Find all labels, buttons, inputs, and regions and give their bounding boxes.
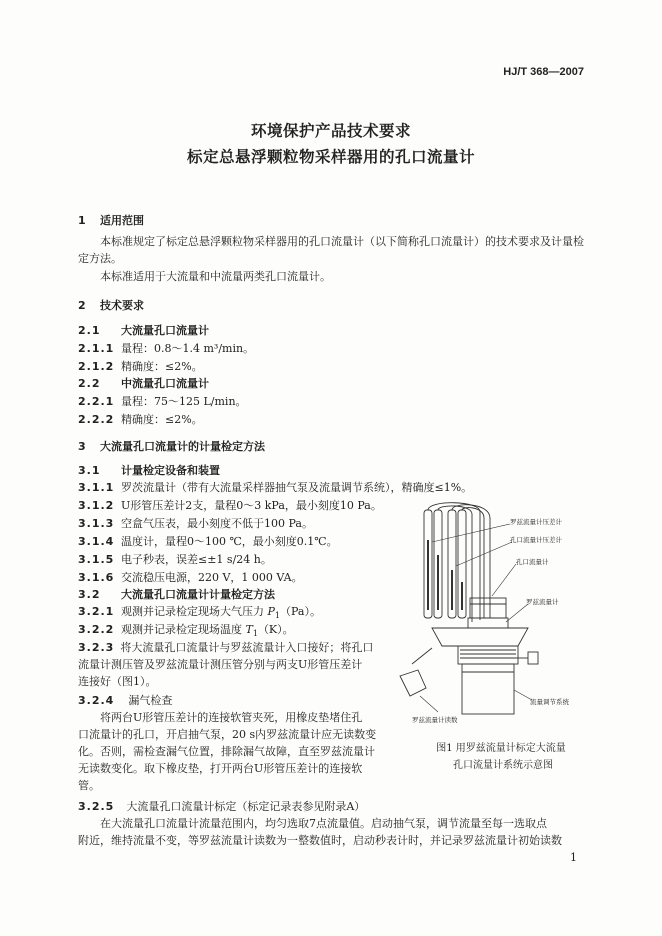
clause-2-2-2: 2.2.2 精确度：≤2%。 — [78, 413, 203, 426]
clause-2-1-1: 2.1.1 量程：0.8～1.4 m³/min。 — [78, 342, 255, 355]
document-title — [0, 118, 662, 170]
clause-3-1-6: 3.1.6 交流稳压电源，220 V，1 000 VA。 — [78, 571, 303, 584]
leader-roots-meter — [506, 604, 528, 622]
clause-2-2-1: 2.2.1 量程：75～125 L/min。 — [78, 395, 247, 408]
label-orifice-manometer: 孔口流量计压差计 — [510, 536, 562, 544]
clause-2-1-2: 2.1.2 精确度：≤2%。 — [78, 360, 203, 373]
leader-roots-reading — [420, 696, 438, 712]
clause-3-1-2: 3.1.2 U形管压差计2支，量程0～3 kPa，最小刻度10 Pa。 — [78, 499, 382, 512]
clause-3-1-3: 3.1.3 空盒气压表，最小刻度不低于100 Pa。 — [78, 517, 313, 530]
section-3-heading: 3 大流量孔口流量计的计量检定方法 — [78, 440, 265, 453]
title-line-2: 标定总悬浮颗粒物采样器用的孔口流量计 — [186, 148, 475, 166]
section-2-heading: 2 技术要求 — [78, 299, 144, 312]
clause-3-2-4: 3.2.4 漏气检查 将两台U形管压差计的连接软管夹死，用橡皮垫堵住孔 口流量计的孔口，开启抽气泵，20 s内罗兹流量计应无读数变 化。否则，需检查漏气位置，排除漏气故障，直至罗兹流量计 无读数变化。取下橡皮垫，打开两台U形管压差计的连接软 管。 — [78, 694, 377, 792]
clause-2-2: 2.2 中流量孔口流量计 — [78, 377, 209, 390]
title-line-1: 环境保护产品技术要求 — [250, 122, 411, 140]
dial-arrow — [412, 648, 432, 664]
section-1-paragraph-1: 本标准规定了标定总悬浮颗粒物采样器用的孔口流量计（以下简称孔口流量计）的技术要求及计量检定方法。 — [78, 235, 584, 265]
roots-reading-dial — [400, 670, 426, 696]
side-valve — [528, 652, 538, 664]
section-1-heading: 1 适用范围 — [78, 214, 144, 227]
label-roots-meter: 罗兹流量计 — [526, 598, 559, 606]
section-1-paragraph-2: 本标准适用于大流量和中流量两类孔口流量计。 — [100, 270, 331, 283]
clause-3-2-2: 3.2.2 观测并记录检定现场温度 $T_1(K)$。 — [78, 623, 294, 639]
label-roots-reading: 罗兹流量计读数 — [412, 716, 458, 724]
hose-2 — [438, 506, 472, 622]
clause-3-1-1: 3.1.1 罗茨流量计（带有大流量采样器抽气泵及流量调节系统），精确度≤1%。 — [78, 481, 473, 494]
roots-meter-platform — [432, 628, 528, 646]
clause-3-1-4: 3.1.4 温度计，量程0～100 ℃，最小刻度0.1℃。 — [78, 535, 338, 548]
hose-4 — [462, 508, 484, 618]
clause-3-2: 3.2 大流量孔口流量计计量检定方法 — [78, 588, 275, 601]
label-roots-manometer: 罗兹流量计压差计 — [510, 518, 562, 526]
clause-3-2-5: 3.2.5 大流量孔口流量计标定（标定记录表参见附录A） 在大流量孔口流量计流量范围内，均匀选取7点流量值。启动抽气泵，调节流量至每一选取点 附近，维持流量不变，等罗兹流量计读数为一整数值时，启动秒表计时，并记录罗兹流量计初始读数 — [78, 800, 562, 847]
roots-meter-collar — [458, 646, 518, 664]
orifice-meter-body — [470, 598, 506, 618]
figure-1-diagram — [398, 500, 588, 732]
clause-3-2-1: 3.2.1 观测并记录检定现场大气压力 $P_1(Pa)$。 — [78, 605, 321, 621]
flow-control-cylinder — [462, 664, 514, 714]
figure-1-caption: 图1 用罗兹流量计标定大流量 孔口流量计系统示意图 — [436, 743, 566, 771]
clause-3-2-3: 3.2.3 将大流量孔口流量计与罗兹流量计入口接好；将孔口 流量计测压管及罗兹流量计测压管分别与两支U形管压差计 连接好（图1）。 — [78, 641, 374, 688]
leader-roots-manometer — [432, 524, 510, 542]
clause-3-1: 3.1 计量检定设备和装置 — [78, 464, 220, 477]
page-number: 1 — [570, 851, 577, 864]
label-flow-control: 流量调节系统 — [530, 698, 569, 706]
standard-code: HJ/T 368—2007 — [503, 66, 584, 78]
clause-3-1-5: 3.1.5 电子秒表，误差≤±1 s/24 h。 — [78, 553, 272, 566]
clause-2-1: 2.1 大流量孔口流量计 — [78, 324, 209, 337]
leader-orifice-meter — [492, 564, 516, 596]
label-orifice-meter: 孔口流量计 — [516, 558, 549, 566]
roots-meter-top — [468, 618, 508, 628]
